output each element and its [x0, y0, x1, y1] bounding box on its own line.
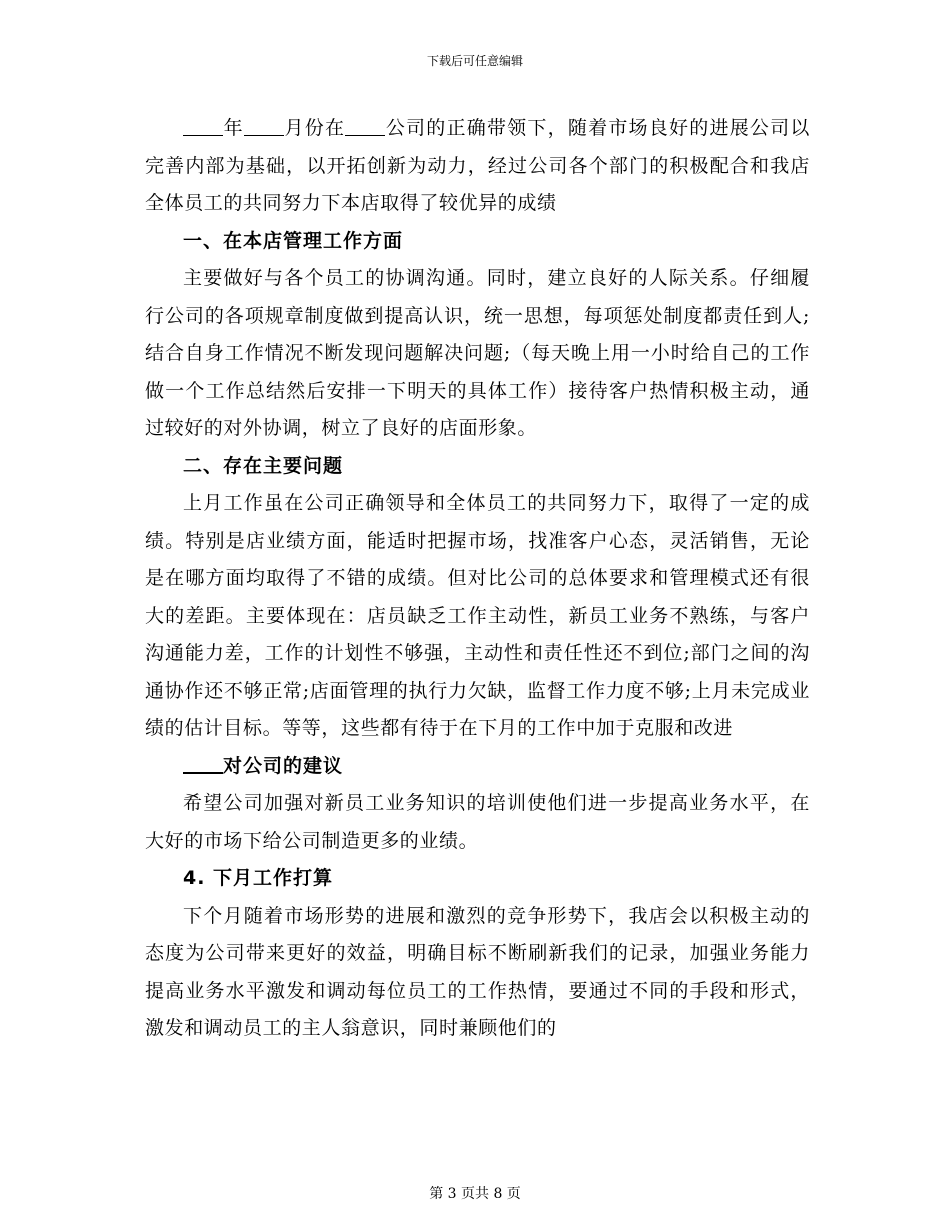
section-paragraph: 上月工作虽在公司正确领导和全体员工的共同努力下，取得了一定的成绩。特别是店业绩方面，能适时把握市场，找准客户心态，灵活销售，无论是在哪方面均取得了不错的成绩。但对比公司的总体要求和管理模式还有很大的差距。主要体现在：店员缺乏工作主动性，新员工业务不熟练，与客户沟通能力差，工作的计划性不够强，主动性和责任性还不到位;部门之间的沟通协作还不够正常;店面管理的执行力欠缺，监督工作力度不够;上月未完成业绩的估计目标。等等，这些都有待于在下月的工作中加于克服和改进 — [145, 492, 810, 739]
intro-paragraph — [145, 110, 810, 223]
document-body — [145, 110, 810, 1048]
fill-blank — [244, 117, 284, 136]
section-heading: 4. 下月工作打算 — [183, 867, 334, 889]
fill-blank — [345, 117, 385, 136]
section-heading-text: 对公司的建议 — [223, 754, 344, 777]
fill-blank — [183, 754, 223, 774]
section-heading — [145, 748, 810, 786]
intro-text: 年 — [223, 117, 244, 139]
section-heading: 二、存在主要问题 — [183, 454, 344, 477]
intro-text: 公司的正确带领下，随着市场良好的进展公司以完善内部为基础，以开拓创新为动力，经过公司各个部门的积极配合和我店全体员工的共同努力下本店取得了较优异的成绩 — [145, 117, 810, 214]
section-paragraph: 主要做好与各个员工的协调沟通。同时，建立良好的人际关系。仔细履行公司的各项规章制度做到提高认识，统一思想，每项惩处制度都责任到人;结合自身工作情况不断发现问题解决问题;（每天晚上用一小时给自己的工作做一个工作总结然后安排一下明天的具体工作）接待客户热情积极主动，通过较好的对外协调，树立了良好的店面形象。 — [145, 267, 810, 439]
page-footer: 第 3 页共 8 页 — [429, 1186, 521, 1202]
section-paragraph: 下个月随着市场形势的进展和激烈的竞争形势下，我店会以积极主动的态度为公司带来更好的效益，明确目标不断刷新我们的记录，加强业务能力提高业务水平激发和调动每位员工的工作热情，要通过不同的手段和形式，激发和调动员工的主人翁意识，同时兼顾他们的 — [145, 904, 810, 1039]
section-paragraph: 希望公司加强对新员工业务知识的培训使他们进一步提高业务水平，在大好的市场下给公司制造更多的业绩。 — [145, 792, 810, 852]
intro-text: 月份在 — [283, 117, 346, 139]
page-header: 下载后可任意编辑 — [426, 54, 523, 68]
section-heading: 一、在本店管理工作方面 — [183, 229, 404, 252]
fill-blank — [183, 117, 223, 136]
